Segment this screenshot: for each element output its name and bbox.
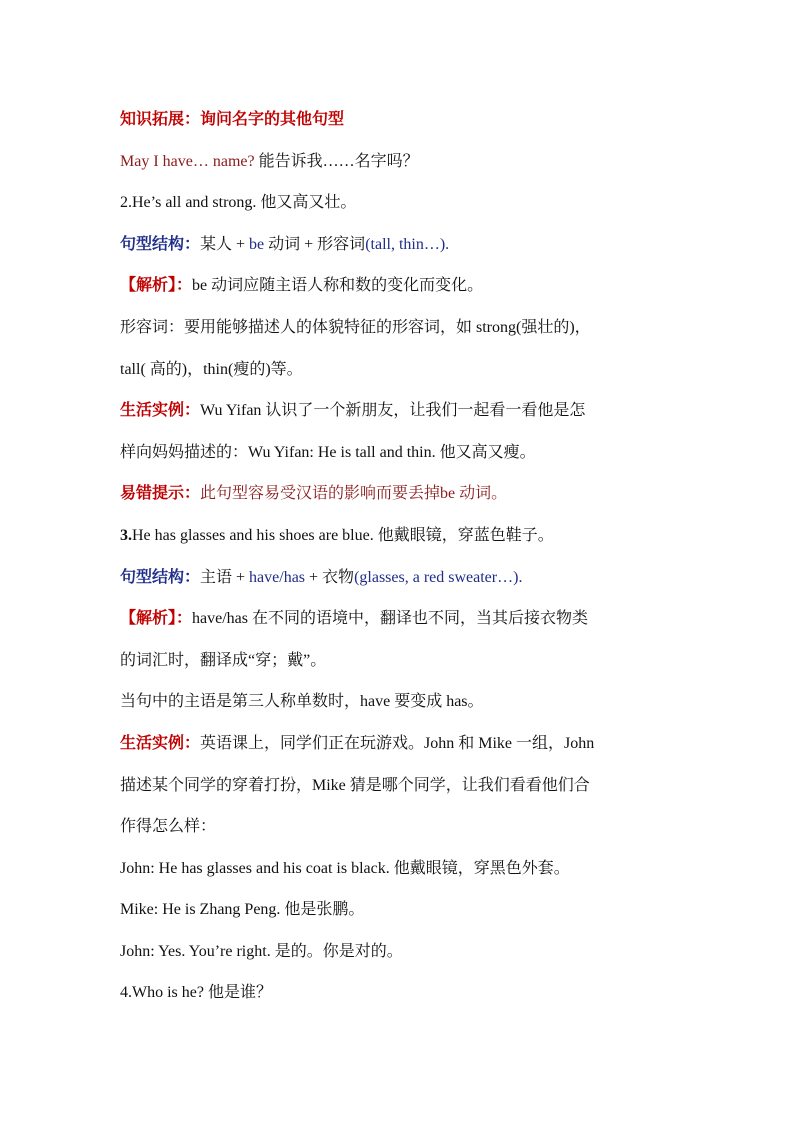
error-tip-label: 易错提示： (120, 485, 201, 503)
example-label: 生活实例： (120, 402, 201, 420)
sentence-3: 3.He has glasses and his shoes are blue. 他戴眼镜，穿蓝色鞋子。 (120, 526, 554, 544)
dialogue-john-2: John: Yes. You’re right. 是的。你是对的。 (120, 942, 403, 960)
analysis-2: 【解析】：be 动词应随主语人称和数的变化而变化。 (120, 277, 484, 295)
structure-2: 句型结构：某人 + be 动词 + 形容词(tall, thin…). (120, 235, 450, 253)
analysis-3-line-1: 【解析】：have/has 在不同的语境中，翻译也不同，当其后接衣物类 (120, 610, 588, 628)
analysis-3-line-2: 的词汇时，翻译成“穿；戴”。 (120, 651, 327, 669)
structure-3: 句型结构：主语 + have/has + 衣物(glasses, a red sweater…). (120, 568, 523, 586)
adjective-examples: tall( 高的)，thin(瘦的)等。 (120, 360, 303, 378)
analysis-label: 【解析】： (120, 277, 193, 295)
analysis-label: 【解析】： (120, 610, 193, 628)
structure-label: 句型结构： (120, 235, 201, 253)
adjective-note: 形容词：要用能够描述人的体貌特征的形容词，如 strong(强壮的)， (120, 318, 591, 336)
example-3-line-1: 生活实例：英语课上，同学们正在玩游戏。John 和 Mike 一组，John (120, 734, 595, 752)
sentence-2: 2.He’s all and strong. 他又高又壮。 (120, 194, 357, 212)
dialogue-john-1: John: He has glasses and his coat is black. 他戴眼镜，穿黑色外套。 (120, 859, 570, 877)
example-3-line-3: 作得怎么样： (120, 818, 217, 836)
may-i-have-phrase: May I have… name? (120, 152, 255, 170)
structure-label: 句型结构： (120, 568, 201, 586)
error-tip: 易错提示：此句型容易受汉语的影响而要丢掉be 动词。 (120, 485, 508, 503)
sentence-4: 4.Who is he? 他是谁？ (120, 984, 272, 1002)
example-label: 生活实例： (120, 734, 201, 752)
may-i-have-line: May I have… name? 能告诉我……名字吗？ (120, 152, 419, 170)
third-person-note: 当句中的主语是第三人称单数时，have 要变成 has。 (120, 693, 484, 711)
example-2-line-2: 样向妈妈描述的：Wu Yifan: He is tall and thin. 他又高又瘦。 (120, 443, 536, 461)
extension-heading: 知识拓展：询问名字的其他句型 (120, 111, 345, 128)
document-body (120, 99, 680, 1014)
example-2-line-1: 生活实例：Wu Yifan 认识了一个新朋友，让我们一起看一看他是怎 (120, 402, 586, 420)
dialogue-mike: Mike: He is Zhang Peng. 他是张鹏。 (120, 901, 365, 919)
example-3-line-2: 描述某个同学的穿着打扮，Mike 猜是哪个同学，让我们看看他们合 (120, 776, 590, 794)
